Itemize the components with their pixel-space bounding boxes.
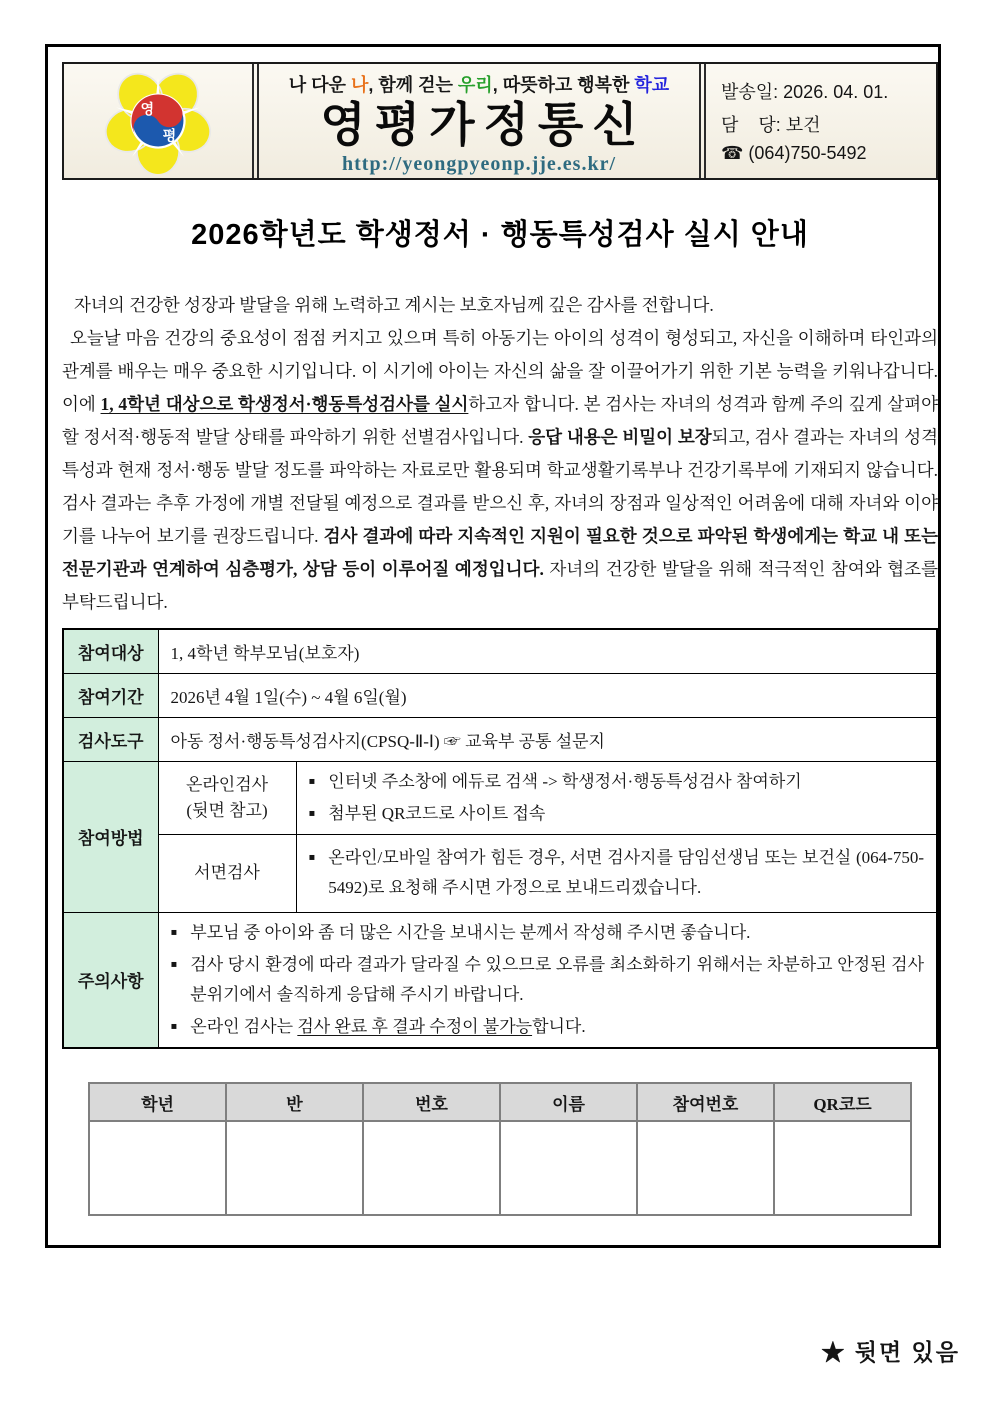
paragraph-segment-bold: 응답 내용은 비밀이 보장 [528, 427, 712, 447]
table-row-target [63, 629, 937, 673]
masthead-divider [252, 64, 259, 178]
caution-segment-underline: 검사 완료 후 결과 수정이 불가능 [297, 1016, 533, 1036]
caution-segment: 온라인 검사는 [190, 1016, 298, 1036]
cell-number [363, 1121, 500, 1215]
bullet-line [171, 918, 925, 948]
bullet-text: 부모님 중 아이와 좀 더 많은 시간을 보내시는 분께서 작성해 주시면 좋습니다. [190, 922, 751, 942]
bullet-text: 온라인/모바일 참여가 힘든 경우, 서면 검사지를 담임선생님 또는 보건실 (064-750-5492)로 요청해 주시면 가정으로 보내드리겠습니다. [328, 848, 924, 897]
table-row-period [63, 673, 937, 717]
masthead-center [259, 64, 699, 178]
bullet-text: 인터넷 주소창에 에듀로 검색 -> 학생정서·행동특성검사 참여하기 [328, 771, 802, 791]
bullet-icon: ▪ [308, 807, 316, 819]
slogan-text: , 함께 걷는 [368, 75, 458, 95]
send-date: 발송일: 2026. 04. 01. [721, 82, 889, 103]
bullet-line [171, 950, 925, 1010]
school-website-url: http://yeongpyeonp.jje.es.kr/ [342, 153, 616, 175]
table-row-method-paper [63, 834, 937, 912]
cell-class [226, 1121, 363, 1215]
column-header-participation-number: 참여번호 [637, 1083, 774, 1121]
student-table-empty-row [89, 1121, 911, 1215]
slogan-text: , 따뜻하고 행복한 [492, 75, 635, 95]
value-caution [158, 912, 937, 1048]
bullet-line [309, 799, 925, 829]
masthead-divider [699, 64, 706, 178]
paragraph-segment: 자녀의 건강한 발달을 위해 적극적인 참여와 협조를 부탁드립니다. [62, 559, 938, 612]
cell-name [500, 1121, 637, 1215]
school-logo [64, 64, 252, 178]
column-header-grade: 학년 [89, 1083, 226, 1121]
student-table-header-row [89, 1083, 911, 1121]
column-header-qr-code: QR코드 [774, 1083, 911, 1121]
slogan-accent-na: 나 [350, 75, 369, 95]
svg-text:영: 영 [140, 100, 155, 117]
bullet-line [309, 843, 925, 903]
student-info-table [88, 1082, 912, 1216]
slogan-text: 나 다운 [288, 75, 351, 95]
bullet-icon: ▪ [170, 958, 178, 970]
bullet-icon: ▪ [308, 852, 316, 863]
exam-info-table [62, 628, 938, 1049]
newsletter-title: 영평가정통신 [320, 98, 647, 152]
caution-segment: 합니다. [532, 1016, 586, 1036]
column-header-class: 반 [226, 1083, 363, 1121]
school-emblem-icon [103, 68, 213, 174]
label-period: 참여기간 [63, 673, 158, 717]
table-row-method-online [63, 761, 937, 834]
svg-text:평: 평 [162, 127, 177, 144]
slogan-accent-school: 학교 [634, 75, 670, 95]
value-tool: 아동 정서·행동특성검사지(CPSQ-Ⅱ-Ⅰ) ☞ 교육부 공통 설문지 [158, 717, 937, 761]
footer-note [821, 1334, 960, 1367]
label-caution: 주의사항 [63, 912, 158, 1048]
label-target: 참여대상 [63, 629, 158, 673]
bullet-text: 검사 당시 환경에 따라 결과가 달라질 수 있으므로 오류를 최소화하기 위해서는 차분하고 안정된 검사 분위기에서 솔직하게 응답해 주시기 바랍니다. [190, 954, 924, 1004]
paragraph-segment-bold: 검사 결과에 따라 지속적인 지원이 필요한 것으로 파악된 학생에게는 학교 내 또는 전문기관과 연계하여 심층평가, 상담 등이 이루어질 예정입니다. [62, 526, 938, 579]
footer-text: 뒷면 있음 [846, 1339, 960, 1365]
document-title: 2026학년도 학생정서 · 행동특성검사 실시 안내 [191, 219, 809, 251]
paragraph-segment: 되고, 검사 결과는 자녀의 성격특성과 현재 정서·행동 발달 정도를 파악하는 자료로만 활용되며 학교생활기록부나 건강기록부에 기재되지 않습니다. 검사 결과는 추후 가정에 개별 전달될 예정으로 결과를 받으신 후, 자녀의 장점과 일상적인 어려움에 대해 자녀와 이야기를 나누어 보기를 권장드립니다. [62, 427, 938, 546]
label-method: 참여방법 [63, 761, 158, 912]
bullet-text [190, 1012, 924, 1042]
sublabel-paper: 서면검사 [158, 834, 296, 912]
school-slogan [289, 71, 669, 97]
cell-grade [89, 1121, 226, 1215]
phone-number: (064)750-5492 [743, 142, 867, 163]
slogan-accent-uri: 우리 [457, 75, 493, 95]
value-method-paper [296, 834, 937, 912]
body-text [62, 289, 938, 619]
paragraph-segment-bold-underline: 1, 4학년 대상으로 학생정서·행동특성검사를 실시 [100, 394, 469, 414]
cell-participation-number [637, 1121, 774, 1215]
paragraph-segment: 오늘날 마음 건강의 중요성이 점점 커지고 있으며 특히 아동기는 아이의 성격이 형성되고, 자신을 이해하며 타인과의 관계를 배우는 매우 중요한 시기입니다. 이 시기에 아이는 자신의 삶을 잘 이끌어가기 위한 기본 능력을 키워나갑니다. 이에 [62, 328, 938, 414]
star-icon: ★ [821, 1339, 847, 1365]
sublabel-online [158, 761, 296, 834]
staff-in-charge: 담 당: 보건 [721, 114, 821, 135]
label-tool: 검사도구 [63, 717, 158, 761]
value-method-online [296, 761, 937, 834]
phone-line [721, 143, 932, 164]
bullet-line [171, 1012, 925, 1042]
column-header-number: 번호 [363, 1083, 500, 1121]
value-target: 1, 4학년 학부모님(보호자) [158, 629, 937, 673]
cell-qr-code [774, 1121, 911, 1215]
value-period: 2026년 4월 1일(수) ~ 4월 6일(월) [158, 673, 937, 717]
bullet-line [309, 767, 925, 797]
paragraph-segment: 하고자 합니다. 본 검사는 자녀의 성격과 함께 주의 깊게 살펴야 할 정서적·행동적 발달 상태를 파악하기 위한 선별검사입니다. [62, 394, 938, 447]
bullet-icon: ▪ [170, 1020, 178, 1032]
sublabel-online-line1: 온라인검사 [185, 774, 269, 794]
masthead-contact-info [706, 64, 936, 178]
table-row-caution [63, 912, 937, 1048]
intro-paragraph: 자녀의 건강한 성장과 발달을 위해 노력하고 계시는 보호자님께 깊은 감사를 전합니다. [74, 295, 714, 315]
bullet-icon: ▪ [308, 775, 316, 787]
table-row-tool [63, 717, 937, 761]
column-header-name: 이름 [500, 1083, 637, 1121]
bullet-text: 첨부된 QR코드로 사이트 접속 [328, 803, 546, 823]
bullet-icon: ▪ [170, 926, 178, 938]
main-paragraph [62, 322, 938, 619]
masthead [62, 62, 938, 180]
sublabel-online-line2: (뒷면 참고) [186, 800, 268, 820]
phone-icon: ☎ [721, 142, 744, 163]
